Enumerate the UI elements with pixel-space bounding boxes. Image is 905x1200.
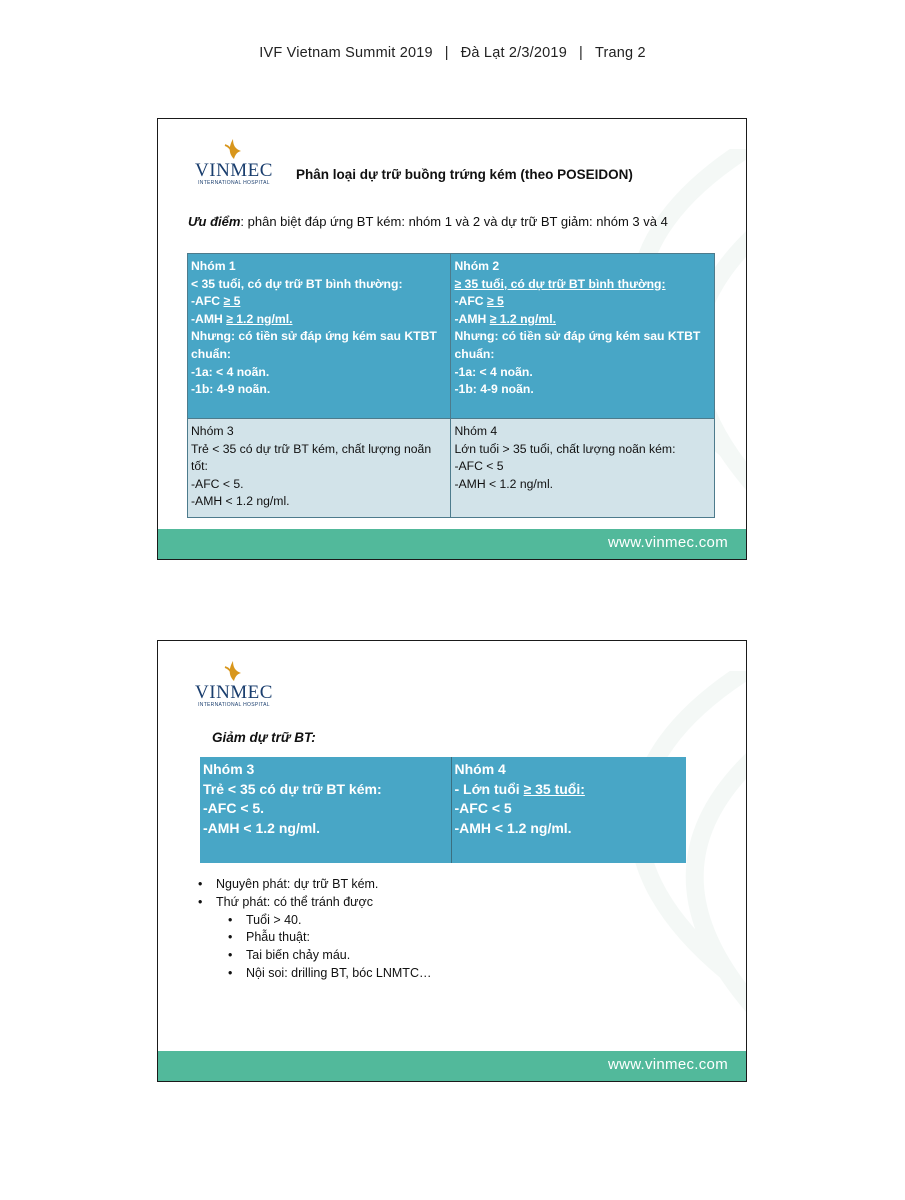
group-line: -AMH < 1.2 ng/ml. bbox=[454, 476, 554, 491]
group-line-value: ≥ 1.2 ng/ml. bbox=[226, 311, 293, 326]
vinmec-logo bbox=[194, 137, 274, 189]
group-line bbox=[454, 311, 711, 329]
slide-1-title: Phân loại dự trữ buồng trứng kém (theo POSEIDON) bbox=[296, 167, 633, 182]
group-line-prefix: -AFC bbox=[191, 294, 224, 309]
slide-footer-bar bbox=[158, 1051, 746, 1081]
group-line: -AFC < 5 bbox=[454, 800, 512, 816]
group-line: -1b: 4-9 noãn. bbox=[454, 382, 534, 397]
cause-bullet-list bbox=[198, 876, 431, 983]
logo-brand-text: VINMEC bbox=[195, 160, 273, 181]
header-place-date: Đà Lạt 2/3/2019 bbox=[460, 45, 567, 61]
group-4-cell bbox=[451, 419, 715, 518]
group-line: < 35 tuổi, có dự trữ BT bình thường: bbox=[191, 276, 403, 291]
list-item bbox=[198, 894, 431, 983]
group-3-cell bbox=[188, 419, 451, 518]
list-item: • Nội soi: drilling BT, bóc LNMTC… bbox=[228, 965, 431, 983]
group-line bbox=[191, 293, 447, 311]
group-line: Nhưng: có tiền sử đáp ứng kém sau KTBT chuẩn: bbox=[191, 329, 437, 361]
group-line-prefix: - Lớn tuổi bbox=[454, 780, 524, 797]
header-page-number: Trang 2 bbox=[594, 45, 646, 61]
slide-footer-bar bbox=[158, 529, 746, 559]
slide-2-title: Giảm dự trữ BT: bbox=[212, 730, 316, 745]
list-item-text: Thứ phát: có thể tránh được bbox=[216, 894, 373, 909]
logo-brand-text: VINMEC bbox=[195, 682, 273, 703]
reduced-reserve-table bbox=[200, 757, 686, 863]
group-line: Trẻ < 35 có dự trữ BT kém, chất lượng noãn tốt: bbox=[191, 441, 432, 474]
group-name: Nhóm 1 bbox=[191, 259, 236, 273]
group-name: Nhóm 4 bbox=[454, 761, 506, 777]
group-line-value: ≥ 1.2 ng/ml. bbox=[489, 311, 556, 326]
vinmec-logo bbox=[194, 659, 274, 711]
list-item: • Nguyên phát: dự trữ BT kém. bbox=[198, 876, 431, 894]
group-3-cell bbox=[200, 757, 451, 863]
advantage-paragraph bbox=[188, 213, 708, 230]
list-item: • Phẫu thuật: bbox=[228, 929, 431, 947]
group-line: Trẻ < 35 có dự trữ BT kém: bbox=[203, 780, 382, 797]
group-1-cell bbox=[188, 254, 451, 419]
group-line: -AFC < 5. bbox=[203, 800, 265, 816]
header-separator: | bbox=[444, 45, 449, 61]
group-name: Nhóm 3 bbox=[203, 761, 255, 777]
group-line-value: ≥ 5 bbox=[223, 294, 241, 309]
group-4-cell bbox=[451, 757, 686, 863]
footer-url: www.vinmec.com bbox=[607, 1056, 728, 1073]
group-line: -AMH < 1.2 ng/ml. bbox=[191, 494, 290, 509]
group-line: ≥ 35 tuổi, có dự trữ BT bình thường: bbox=[454, 276, 666, 291]
logo-subtitle-text: INTERNATIONAL HOSPITAL bbox=[198, 180, 270, 186]
group-line: Lớn tuổi > 35 tuổi, chất lượng noãn kém: bbox=[454, 441, 676, 456]
group-line-value: ≥ 5 bbox=[486, 294, 504, 309]
group-line: -AMH < 1.2 ng/ml. bbox=[203, 819, 321, 836]
group-2-cell bbox=[451, 254, 715, 419]
footer-url: www.vinmec.com bbox=[607, 534, 728, 551]
slide-1 bbox=[157, 118, 747, 560]
group-line: -AMH < 1.2 ng/ml. bbox=[454, 819, 572, 836]
sub-bullet-list bbox=[228, 912, 431, 983]
header-event: IVF Vietnam Summit 2019 bbox=[259, 45, 433, 61]
vinmec-bird-icon bbox=[222, 659, 246, 683]
list-item: • Tuổi > 40. bbox=[228, 912, 431, 930]
group-line: -1a: < 4 noãn. bbox=[454, 364, 533, 379]
group-line-prefix: -AMH bbox=[454, 311, 490, 326]
group-name: Nhóm 3 bbox=[191, 424, 234, 438]
vinmec-bird-icon bbox=[222, 137, 246, 161]
group-line bbox=[454, 293, 711, 311]
group-line: Nhưng: có tiền sử đáp ứng kém sau KTBT chuẩn: bbox=[454, 329, 701, 361]
advantage-lead: Ưu điểm bbox=[188, 214, 241, 229]
group-line: -AFC < 5. bbox=[191, 476, 244, 491]
group-line bbox=[191, 311, 447, 329]
logo-subtitle-text: INTERNATIONAL HOSPITAL bbox=[198, 702, 270, 708]
group-line-value: ≥ 35 tuổi: bbox=[523, 780, 585, 797]
header-separator: | bbox=[578, 45, 583, 61]
group-line-prefix: -AMH bbox=[191, 311, 227, 326]
advantage-text: : phân biệt đáp ứng BT kém: nhóm 1 và 2 và dự trữ BT giảm: nhóm 3 và 4 bbox=[240, 214, 668, 229]
slide-2 bbox=[157, 640, 747, 1082]
group-line-prefix: -AFC bbox=[454, 294, 487, 309]
group-name: Nhóm 2 bbox=[454, 259, 500, 273]
group-line: -1b: 4-9 noãn. bbox=[191, 382, 271, 397]
page-header bbox=[0, 45, 905, 61]
group-line: -1a: < 4 noãn. bbox=[191, 364, 270, 379]
poseidon-groups-table bbox=[187, 253, 715, 518]
group-line bbox=[455, 780, 684, 800]
group-name: Nhóm 4 bbox=[454, 424, 498, 438]
group-line: -AFC < 5 bbox=[454, 459, 504, 474]
list-item: • Tai biến chảy máu. bbox=[228, 947, 431, 965]
